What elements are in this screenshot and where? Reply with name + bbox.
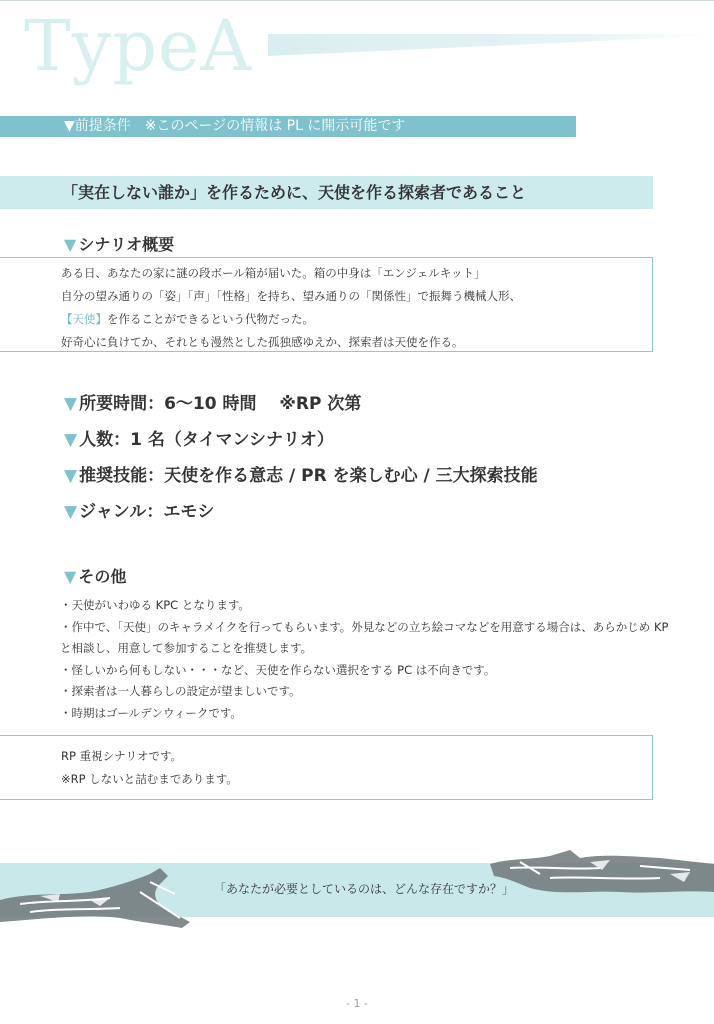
- tagline-quote: 「あなたが必要としているのは、どんな存在ですか？」: [214, 882, 515, 896]
- list-item: ・探索者は一人暮らしの設定が望ましいです。: [60, 684, 301, 698]
- page-title: TypeA: [24, 5, 253, 87]
- synopsis-line-3-rest: を作ることができるという代物だった。: [107, 312, 314, 326]
- info-players: [64, 425, 334, 450]
- triangle-icon: ▼: [64, 567, 77, 586]
- info-genre: [64, 497, 214, 522]
- synopsis-line-1: ある日、あなたの家に謎の段ボール箱が届いた。箱の中身は「エンジェルキット」: [61, 266, 486, 280]
- angel-highlight: 【天使】: [61, 312, 107, 326]
- other-list: [60, 595, 670, 724]
- synopsis-line-2: 自分の望み通りの「姿」「声」「性格」を持ち、望み通りの「関係性」で振舞う機械人形、: [61, 289, 521, 303]
- premise-label: ▼前提条件: [64, 118, 131, 134]
- synopsis-heading-text: シナリオ概要: [78, 235, 175, 254]
- page-number: - 1 -: [346, 997, 368, 1010]
- synopsis-box: [0, 257, 653, 352]
- rp-note-line-2: ※RP しないと詰むまであります。: [61, 772, 238, 786]
- rp-note-line-1: RP 重視シナリオです。: [61, 749, 183, 763]
- top-border: [0, 0, 714, 1]
- info-time: [64, 389, 361, 414]
- triangle-icon: ▼: [64, 235, 77, 254]
- info-skills: [64, 461, 538, 486]
- list-item: ・時期はゴールデンウィークです。: [60, 705, 242, 720]
- left-hand-illustration: [0, 852, 214, 932]
- synopsis-heading: [64, 232, 174, 255]
- other-heading-text: その他: [78, 567, 127, 586]
- other-heading: [64, 564, 126, 587]
- list-item: ・作中で、「天使」のキャラメイクを行ってもらいます。外見などの立ち絵コマなどを用意する場合は、あらかじめ KP と相談し、用意して参加することを推奨します。: [60, 619, 669, 655]
- triangle-icon: ▼: [64, 430, 78, 450]
- info-genre-text: ジャンル：エモシ: [79, 502, 215, 522]
- list-item: ・怪しいから何もしない・・・など、天使を作らない選択をする PC は不向きです。: [60, 662, 496, 677]
- title-stripe: [268, 34, 714, 56]
- condition-box: [0, 176, 653, 209]
- info-players-text: 人数：1 名（タイマンシナリオ）: [79, 430, 334, 450]
- premise-note: ※このページの情報は PL に開示可能です: [144, 118, 406, 134]
- rp-note-box: [0, 735, 653, 800]
- triangle-icon: ▼: [64, 502, 78, 522]
- right-hand-illustration: [490, 848, 714, 908]
- info-skills-text: 推奨技能：天使を作る意志 / PR を楽しむ心 / 三大探索技能: [79, 466, 538, 486]
- synopsis-line-3: [61, 308, 652, 331]
- list-item: ・天使がいわゆる KPC となります。: [60, 598, 250, 612]
- premise-bar: [0, 116, 576, 137]
- info-time-text: 所要時間：6〜10 時間 ※RP 次第: [79, 394, 362, 414]
- triangle-icon: ▼: [64, 394, 78, 414]
- condition-text: 「実在しない誰か」を作るために、天使を作る探索者であること: [62, 183, 527, 202]
- triangle-icon: ▼: [64, 466, 78, 486]
- synopsis-line-4: 好奇心に負けてか、それとも漫然とした孤独感ゆえか、探索者は天使を作る。: [61, 335, 464, 349]
